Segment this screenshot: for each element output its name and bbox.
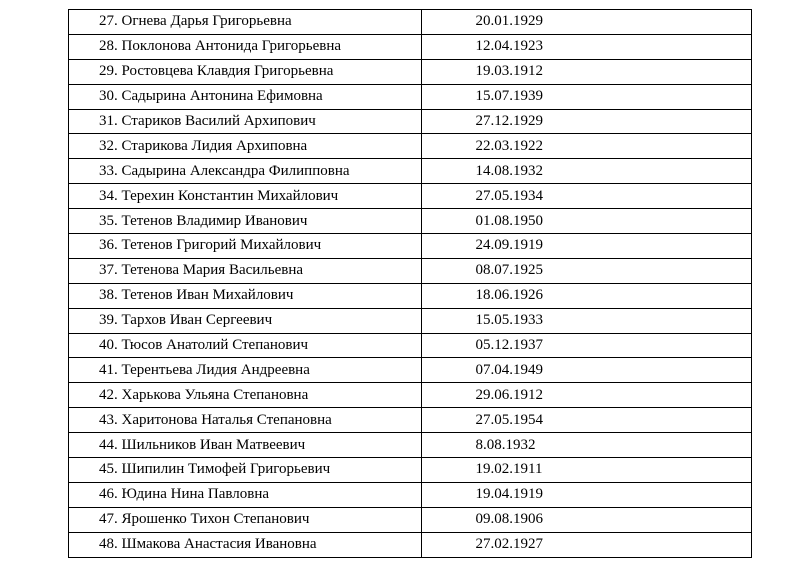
table-row (69, 159, 752, 184)
birth-date-cell: 07.04.1949 (421, 358, 751, 383)
person-name-cell: 30. Садырина Антонина Ефимовна (69, 84, 422, 109)
persons-table-body (69, 10, 752, 558)
birth-date-cell: 08.07.1925 (421, 258, 751, 283)
birth-date-cell: 22.03.1922 (421, 134, 751, 159)
person-name-cell: 38. Тетенов Иван Михайлович (69, 283, 422, 308)
person-name-cell: 36. Тетенов Григорий Михайлович (69, 234, 422, 259)
birth-date-cell: 8.08.1932 (421, 433, 751, 458)
birth-date-cell: 29.06.1912 (421, 383, 751, 408)
table-row (69, 383, 752, 408)
person-name-cell: 46. Юдина Нина Павловна (69, 482, 422, 507)
person-name-cell: 39. Тархов Иван Сергеевич (69, 308, 422, 333)
table-row (69, 507, 752, 532)
table-row (69, 532, 752, 557)
birth-date-cell: 05.12.1937 (421, 333, 751, 358)
person-name-cell: 27. Огнева Дарья Григорьевна (69, 10, 422, 35)
table-row (69, 433, 752, 458)
table-row (69, 258, 752, 283)
person-name-cell: 29. Ростовцева Клавдия Григорьевна (69, 59, 422, 84)
birth-date-cell: 19.04.1919 (421, 482, 751, 507)
table-row (69, 10, 752, 35)
birth-date-cell: 20.01.1929 (421, 10, 751, 35)
person-name-cell: 31. Стариков Василий Архипович (69, 109, 422, 134)
person-name-cell: 35. Тетенов Владимир Иванович (69, 209, 422, 234)
table-row (69, 109, 752, 134)
person-name-cell: 45. Шипилин Тимофей Григорьевич (69, 458, 422, 483)
table-row (69, 84, 752, 109)
birth-date-cell: 18.06.1926 (421, 283, 751, 308)
person-name-cell: 43. Харитонова Наталья Степановна (69, 408, 422, 433)
table-row (69, 184, 752, 209)
person-name-cell: 28. Поклонова Антонида Григорьевна (69, 34, 422, 59)
table-row (69, 408, 752, 433)
table-row (69, 308, 752, 333)
birth-date-cell: 19.03.1912 (421, 59, 751, 84)
persons-table (68, 9, 752, 558)
table-row (69, 333, 752, 358)
person-name-cell: 42. Харькова Ульяна Степановна (69, 383, 422, 408)
person-name-cell: 48. Шмакова Анастасия Ивановна (69, 532, 422, 557)
birth-date-cell: 24.09.1919 (421, 234, 751, 259)
birth-date-cell: 27.02.1927 (421, 532, 751, 557)
birth-date-cell: 15.05.1933 (421, 308, 751, 333)
birth-date-cell: 27.05.1954 (421, 408, 751, 433)
birth-date-cell: 01.08.1950 (421, 209, 751, 234)
person-name-cell: 41. Терентьева Лидия Андреевна (69, 358, 422, 383)
birth-date-cell: 09.08.1906 (421, 507, 751, 532)
person-name-cell: 47. Ярошенко Тихон Степанович (69, 507, 422, 532)
table-row (69, 458, 752, 483)
person-name-cell: 40. Тюсов Анатолий Степанович (69, 333, 422, 358)
table-row (69, 358, 752, 383)
table-row (69, 34, 752, 59)
table-row (69, 59, 752, 84)
table-row (69, 482, 752, 507)
table-row (69, 134, 752, 159)
table-row (69, 209, 752, 234)
birth-date-cell: 15.07.1939 (421, 84, 751, 109)
table-row (69, 283, 752, 308)
person-name-cell: 44. Шильников Иван Матвеевич (69, 433, 422, 458)
birth-date-cell: 27.12.1929 (421, 109, 751, 134)
person-name-cell: 37. Тетенова Мария Васильевна (69, 258, 422, 283)
birth-date-cell: 27.05.1934 (421, 184, 751, 209)
birth-date-cell: 12.04.1923 (421, 34, 751, 59)
person-name-cell: 34. Терехин Константин Михайлович (69, 184, 422, 209)
birth-date-cell: 19.02.1911 (421, 458, 751, 483)
person-name-cell: 33. Садырина Александра Филипповна (69, 159, 422, 184)
table-row (69, 234, 752, 259)
person-name-cell: 32. Старикова Лидия Архиповна (69, 134, 422, 159)
birth-date-cell: 14.08.1932 (421, 159, 751, 184)
